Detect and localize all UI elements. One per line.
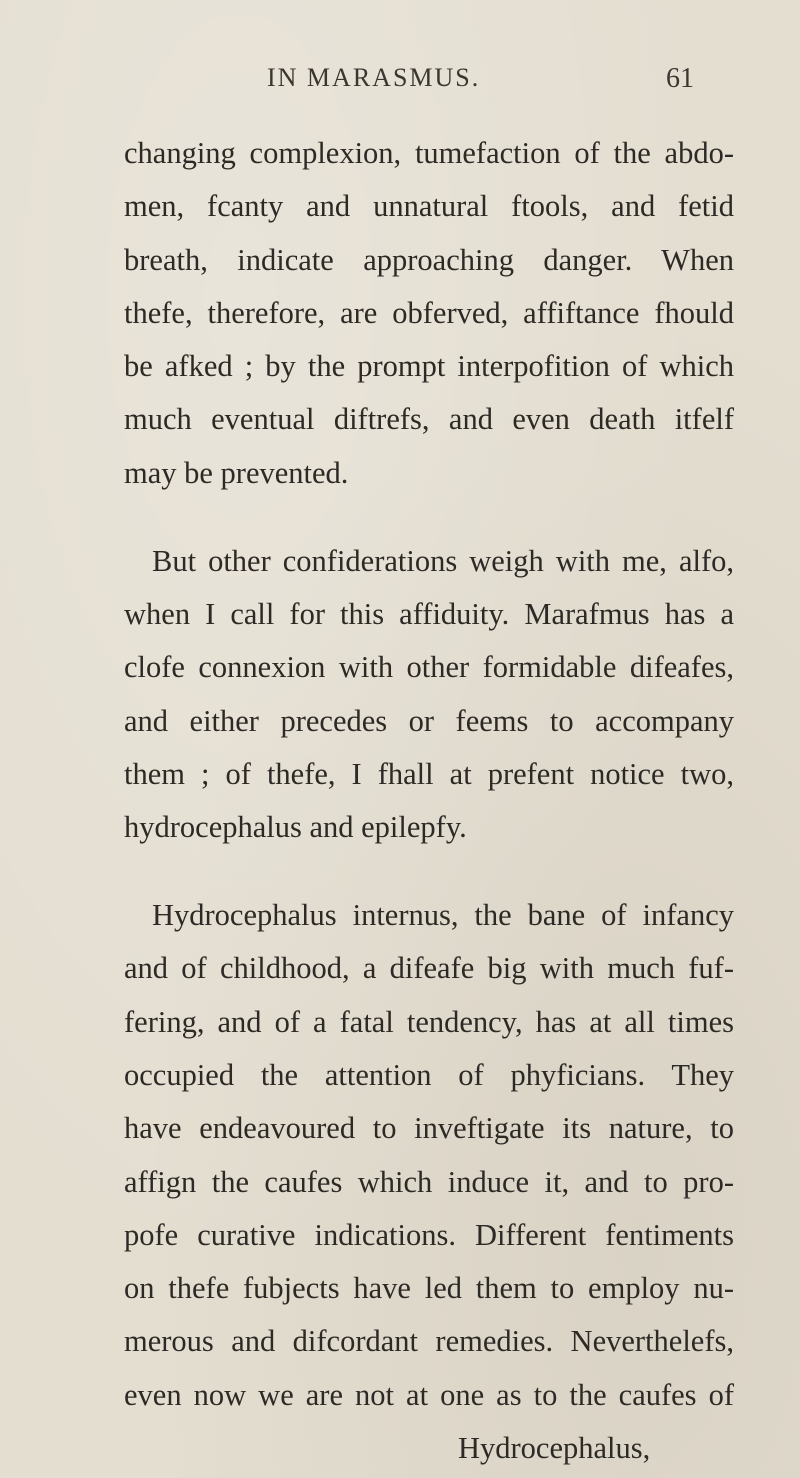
text-line: even now we are not at one as to the caufes of	[124, 1377, 734, 1412]
page-number: 61	[666, 63, 694, 94]
text-line: merous and difcordant remedies. Neverthelefs,	[124, 1324, 734, 1359]
text-line: fering, and of a fatal tendency, has at all times	[124, 1004, 734, 1039]
text-line: thefe, therefore, are obferved, affiftance fhould	[124, 295, 734, 330]
text-line: men, fcanty and unnatural ftools, and fetid	[124, 189, 734, 224]
text-line: and either precedes or feems to accompany	[124, 703, 734, 738]
text-line: have endeavoured to inveftigate its nature, to	[124, 1111, 734, 1146]
text-line: may be prevented.	[124, 455, 349, 490]
text-line: Hydrocephalus internus, the bane of infancy	[152, 898, 734, 933]
text-line: and of childhood, a difeafe big with much fuf-	[124, 951, 734, 986]
catchword: Hydrocephalus,	[458, 1431, 651, 1465]
text-line: changing complexion, tumefaction of the abdo-	[124, 136, 734, 170]
text-line: them ; of thefe, I fhall at prefent notice two,	[124, 756, 734, 791]
text-line: on thefe fubjects have led them to employ nu-	[124, 1271, 734, 1306]
text-line: pofe curative indications. Different fentiments	[124, 1217, 734, 1252]
running-head: IN MARASMUS.	[267, 63, 481, 92]
text-line: be afked ; by the prompt interpofition of which	[124, 349, 734, 384]
text-line: hydrocephalus and epilepfy.	[124, 810, 467, 845]
text-line: breath, indicate approaching danger. When	[124, 242, 734, 277]
text-line: affign the caufes which induce it, and to pro-	[124, 1164, 734, 1199]
text-line: But other confiderations weigh with me, alfo,	[152, 543, 734, 578]
text-line: much eventual diftrefs, and even death itfelf	[124, 402, 734, 437]
text-line: occupied the attention of phyficians. They	[124, 1057, 734, 1092]
text-line: clofe connexion with other formidable difeafes,	[124, 650, 734, 685]
text-line: when I call for this affiduity. Marafmus has a	[124, 596, 734, 631]
